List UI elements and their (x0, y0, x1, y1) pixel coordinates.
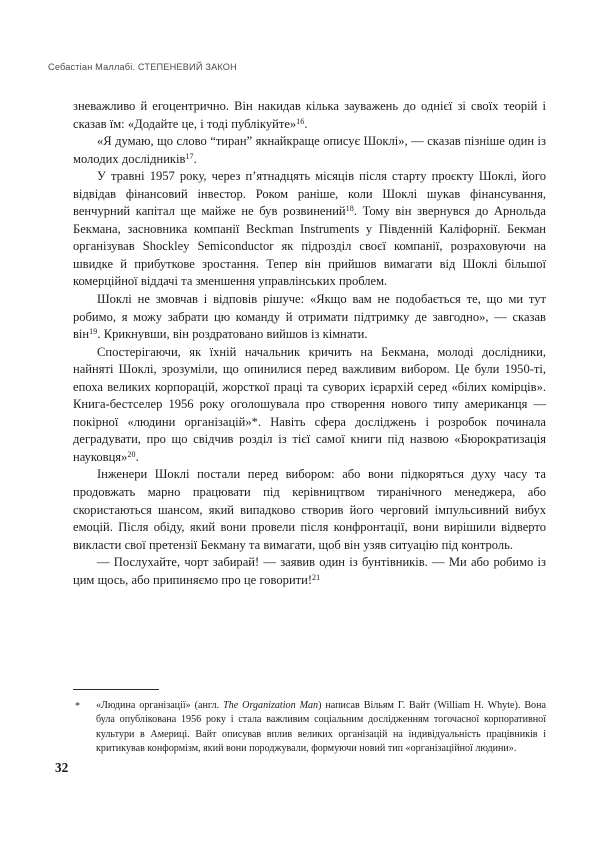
body-paragraph (73, 98, 546, 133)
footnote-reference: 19 (89, 326, 98, 336)
text-run: «Людина організації» (англ. (96, 700, 224, 711)
footnote-item (73, 699, 546, 757)
footnote-text (96, 700, 546, 754)
body-text-column (73, 98, 546, 589)
text-run: ) написав Вільям Г. Вайт (William H. Whyte). Вона була опублікована 1956 року і стала важливим соціальним дослідженням тогочасної корпоративної культури в Америці. Вайт описував вплив великих організацій на індивідуальність працівників і критикував конформізм, який вони породжували, формуючи новий тип «організаційної людини». (96, 700, 546, 755)
footnote-reference: 21 (312, 572, 321, 582)
footnote-area (73, 689, 546, 757)
text-run: Спостерігаючи, як їхній начальник кричить на Бекмана, молоді дослідники, найняті Шоклі, зрозуміли, що опинилися перед важливим вибором. Це були 1950-ті, епоха великих корпорацій, жорсткої праці та суворих ієрархій серед «білих комірців». Книга-бестселер 1956 року оголошувала про створення нового типу американця — покірної «людини організацій»*. Навіть сфера досліджень і розробок починала деградувати, про що свідчив розділ із тієї самої книги під назвою «Бюрократизація науковця» (73, 344, 546, 464)
text-run: . Крикнувши, він роздратовано вийшов із кімнати. (97, 327, 368, 342)
footnote-reference: 18 (345, 204, 354, 214)
running-head: Себастіан Маллабі. СТЕПЕНЕВИЙ ЗАКОН (48, 62, 237, 72)
page-number: 32 (55, 760, 69, 775)
text-run: Інженери Шоклі постали перед вибором: або вони підкоряться духу часу та продовжать марно працювати під керівництвом тиранічного менеджера, або скористаються шансом, який випадково створив його черговий імпульсивний вибух емоцій. Після обіду, який вони провели після конфронтації, вони вирішили відверто викласти свої претензії Бекману та вимагати, щоб він узяв ситуацію під контроль. (73, 467, 546, 552)
text-run: . Тому він звернувся до Арнольда Бекмана, засновника компанії Beckman Instruments у Південній Каліфорнії. Бекман організував Shockley Semiconductor як підрозділ своєї компанії, розраховуючи на швидке й прибуткове зростання. Тепер він прийшов вимагати від Шоклі більшої комерційної віддачі та зменшення управлінських проблем. (73, 204, 546, 289)
text-run: «Я думаю, що слово “тиран” якнайкраще описує Шоклі», — сказав пізніше один із молодих дослідників (73, 134, 546, 166)
body-paragraph (73, 554, 546, 589)
footnote-reference: 17 (185, 151, 194, 161)
footnote-marker: * (75, 700, 81, 712)
text-run: . (304, 116, 308, 131)
text-run: — Послухайте, чорт забирай! — заявив один із бунтівників. — Ми або робимо із цим щось, або припиняємо про це говорити! (73, 555, 546, 587)
text-run: . (193, 151, 197, 166)
footnote-reference: 16 (296, 116, 305, 126)
italic-title: The Organization Man (223, 700, 319, 711)
footnote-reference: 20 (127, 449, 136, 459)
text-run: У травні 1957 року, через п’ятнадцять місяців після старту проєкту Шоклі, його відвідав фінансовий інвестор. Роком раніше, коли Шоклі шукав фінансування, венчурний капітал ще майже не був розвинений (73, 169, 546, 219)
footnote-divider (73, 689, 159, 690)
body-paragraph (73, 168, 546, 291)
body-paragraph (73, 466, 546, 554)
text-run: Шоклі не змовчав і відповів рішуче: «Якщо вам не подобається те, що ми тут робимо, я можу забрати цю команду й отримати підтримку де завгодно», — сказав він (73, 292, 546, 342)
body-paragraph (73, 291, 546, 344)
text-run: . (135, 449, 139, 464)
body-paragraph (73, 133, 546, 168)
text-run: зневажливо й егоцентрично. Він накидав кілька зауважень до однієї зі своїх теорій і сказав їм: «Додайте це, і тоді публікуйте» (73, 99, 546, 131)
body-paragraph (73, 344, 546, 467)
